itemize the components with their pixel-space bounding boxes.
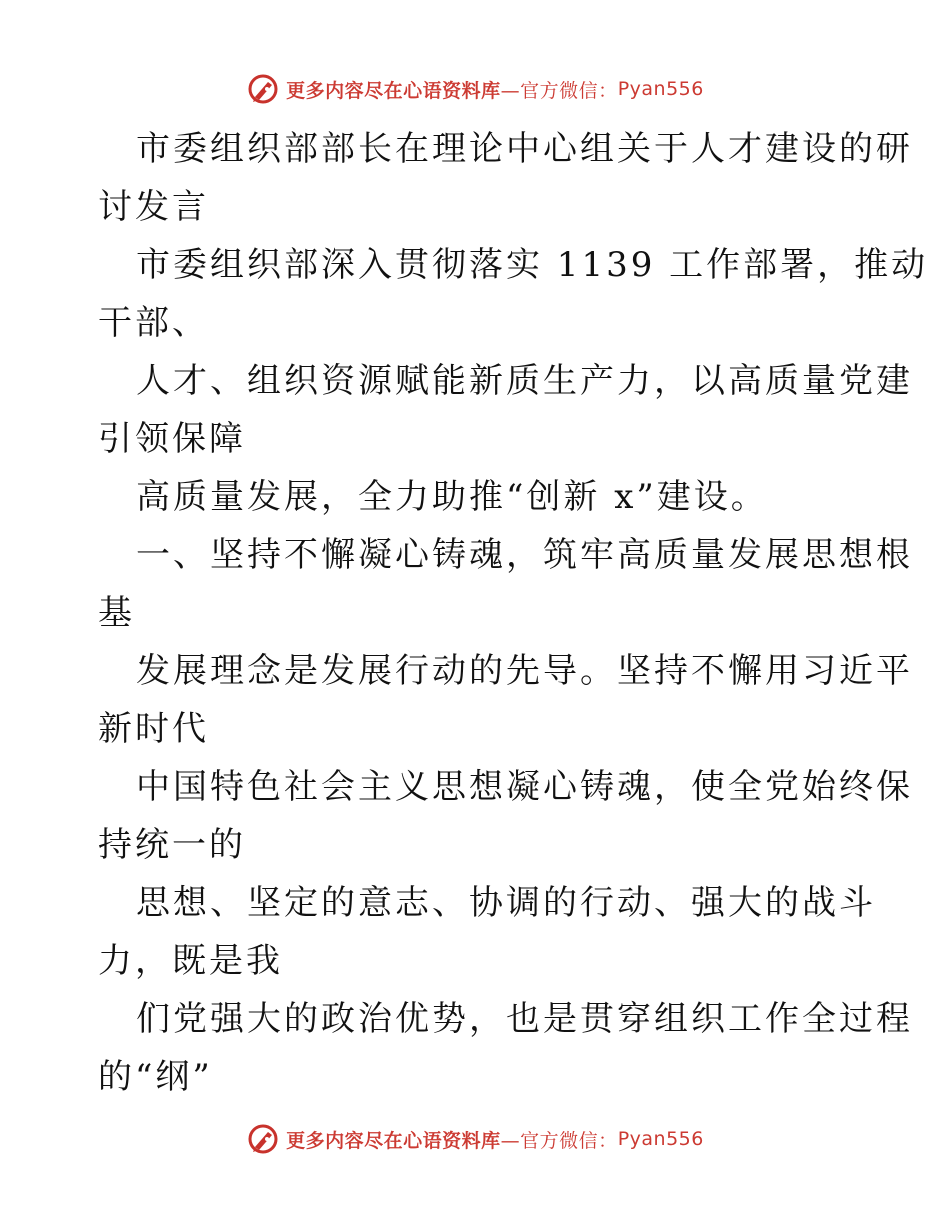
document-line: 思想、坚定的意志、协调的行动、强大的战斗	[136, 883, 876, 923]
document-line: 基	[98, 593, 135, 633]
document-line: 新时代	[98, 709, 209, 749]
document-line: 市委组织部部长在理论中心组关于人才建设的研	[136, 129, 913, 169]
watermark-wechat-id: Pyan556	[617, 1128, 704, 1150]
document-line: 一、坚持不懈凝心铸魂，筑牢高质量发展思想根	[136, 535, 913, 575]
watermark-text	[286, 76, 704, 103]
document-line: 干部、	[98, 303, 209, 343]
document-line: 中国特色社会主义思想凝心铸魂，使全党始终保	[136, 767, 913, 807]
watermark-wechat-label: —官方微信：	[500, 79, 618, 102]
document-line: 的“纲”	[98, 1057, 213, 1097]
document-line: 们党强大的政治优势，也是贯穿组织工作全过程	[136, 999, 913, 1039]
document-line: 持统一的	[98, 825, 246, 865]
pen-logo-icon	[246, 1122, 280, 1156]
document-line: 力，既是我	[98, 941, 283, 981]
pen-logo-icon	[246, 72, 280, 106]
watermark-banner-top	[0, 72, 950, 106]
document-line: 讨发言	[98, 187, 209, 227]
document-line: 发展理念是发展行动的先导。坚持不懈用习近平	[136, 651, 913, 691]
watermark-banner-bottom	[0, 1122, 950, 1156]
watermark-wechat-id: Pyan556	[617, 78, 704, 100]
watermark-wechat-label: —官方微信：	[500, 1129, 618, 1152]
document-body	[98, 120, 929, 1106]
document-line: 市委组织部深入贯彻落实 1139 工作部署，推动	[136, 245, 929, 285]
document-line: 人才、组织资源赋能新质生产力，以高质量党建	[136, 361, 913, 401]
document-line: 高质量发展，全力助推“创新 x”建设。	[136, 477, 768, 517]
watermark-title: 更多内容尽在心语资料库	[286, 79, 501, 102]
watermark-text	[286, 1126, 704, 1153]
document-line: 引领保障	[98, 419, 246, 459]
watermark-title: 更多内容尽在心语资料库	[286, 1129, 501, 1152]
